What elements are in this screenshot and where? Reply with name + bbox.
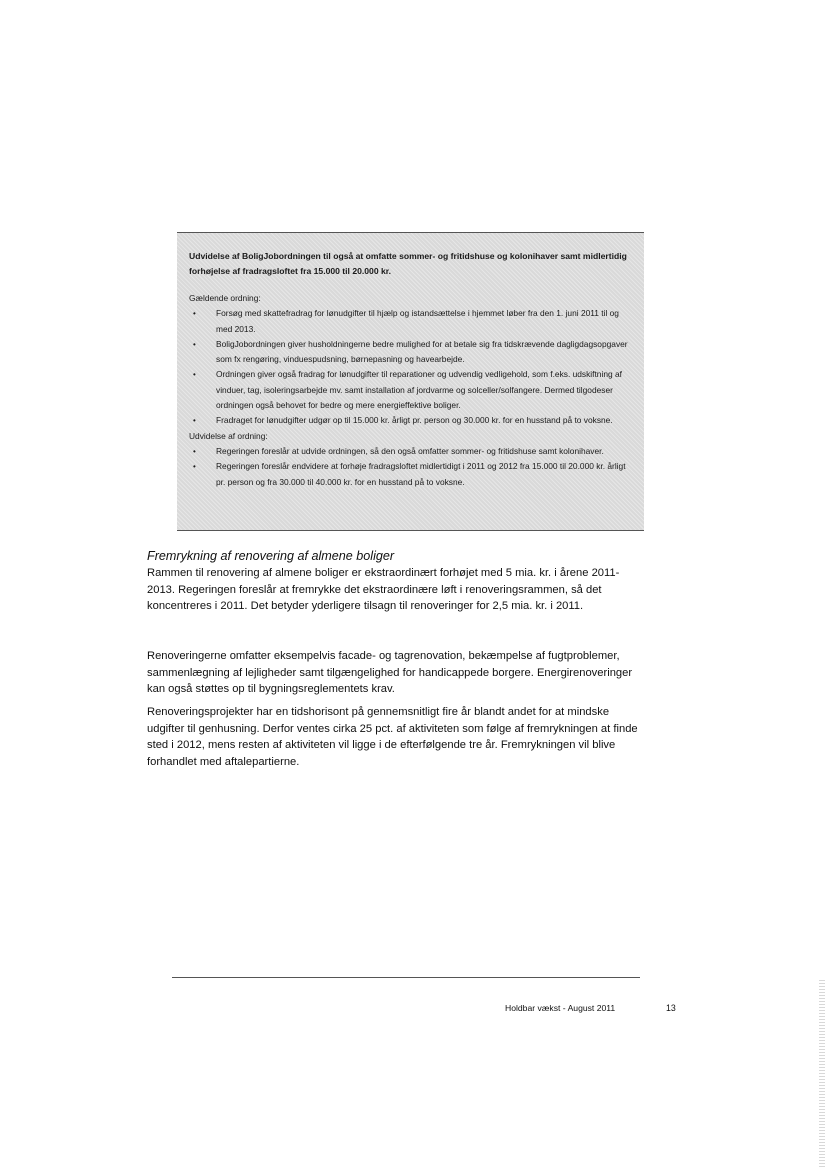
bullet-icon: • <box>193 309 196 319</box>
extension-list <box>189 444 628 490</box>
extension-heading: Udvidelse af ordning: <box>189 430 268 441</box>
list-item: • Ordningen giver også fradrag for lønudgifter til reparationer og udvendig vedligehold, som f.eks. udskiftning af vinduer, tag, isoleringsarbejde mv. samt installation af jordvarme og solceller/solfangere. Dermed tilgodeser ordningen også behovet for bedre og mere energieffektive boliger. <box>193 369 622 411</box>
bullet-icon: • <box>193 462 196 472</box>
list-item: • BoligJobordningen giver husholdningerne bedre mulighed for at betale sig fra tidskrævende dagligdagsopgaver som fx rengøring, vinduespudsning, børnepasning og havearbejde. <box>193 338 628 365</box>
info-box <box>177 232 644 531</box>
list-item: • Forsøg med skattefradrag for lønudgifter til hjælp og istandsættelse i hjemmet løber fra den 1. juni 2011 til og med 2013. <box>193 308 619 334</box>
bullet-icon: • <box>193 416 196 426</box>
bullet-icon: • <box>193 446 196 456</box>
list-item: • Fradraget for lønudgifter udgør op til 15.000 kr. årligt pr. person og 30.000 kr. for en husstand på to voksne. <box>189 413 628 428</box>
current-scheme-list <box>189 306 628 428</box>
body-paragraph: Renoveringerne omfatter eksempelvis facade- og tagrenovation, bekæmpelse af fugtproblemer, sammenlægning af lejligheder samt tilgængelighed for handicappede borgere. Energirenoveringer kan også støttes op til bygningsreglementets krav. <box>147 650 633 695</box>
bullet-icon: • <box>193 339 196 349</box>
footer-text: Holdbar vækst - August 2011 <box>505 1003 616 1013</box>
current-scheme-heading: Gældende ordning: <box>189 293 261 303</box>
footer-divider <box>172 977 640 978</box>
scan-edge-artifact <box>819 980 825 1168</box>
body-paragraph: Rammen til renovering af almene boliger er ekstraordinært forhøjet med 5 mia. kr. i årene 2011-2013. Regeringen foreslår at fremrykke det ekstraordinære løft i renoveringsrammen, så det koncentreres i 2011. Det betyder yderligere tilsagn til renoveringer for 2,5 mia. kr. i 2011. <box>147 567 620 612</box>
bullet-icon: • <box>193 370 196 380</box>
list-item: • Regeringen foreslår endvidere at forhøje fradragsloftet midlertidigt i 2011 og 2012 fra 15.000 til 20.000 kr. årligt pr. person og fra 30.000 til 40.000 kr. for en husstand på to voksne. <box>193 461 626 487</box>
section-heading: Fremrykning af renovering af almene boliger <box>147 549 395 563</box>
list-item: • Regeringen foreslår at udvide ordningen, så den også omfatter sommer- og fritidshuse samt kolonihaver. <box>189 444 628 459</box>
page-number: 13 <box>666 1003 676 1013</box>
body-paragraph: Renoveringsprojekter har en tidshorisont på gennemsnitligt fire år blandt andet for at mindske udgifter til genhusning. Derfor ventes cirka 25 pct. af aktiviteten som følge af fremrykningen at finde sted i 2012, mens resten af aktiviteten vil ligge i de efterfølgende tre år. Fremrykningen vil blive forhandlet med aftalepartierne. <box>147 706 638 768</box>
info-box-title: Udvidelse af BoligJobordningen til også at omfatte sommer- og fritidshuse og kolonihaver samt midlertidig forhøjelse af fradragsloftet fra 15.000 til 20.000 kr. <box>189 251 627 276</box>
